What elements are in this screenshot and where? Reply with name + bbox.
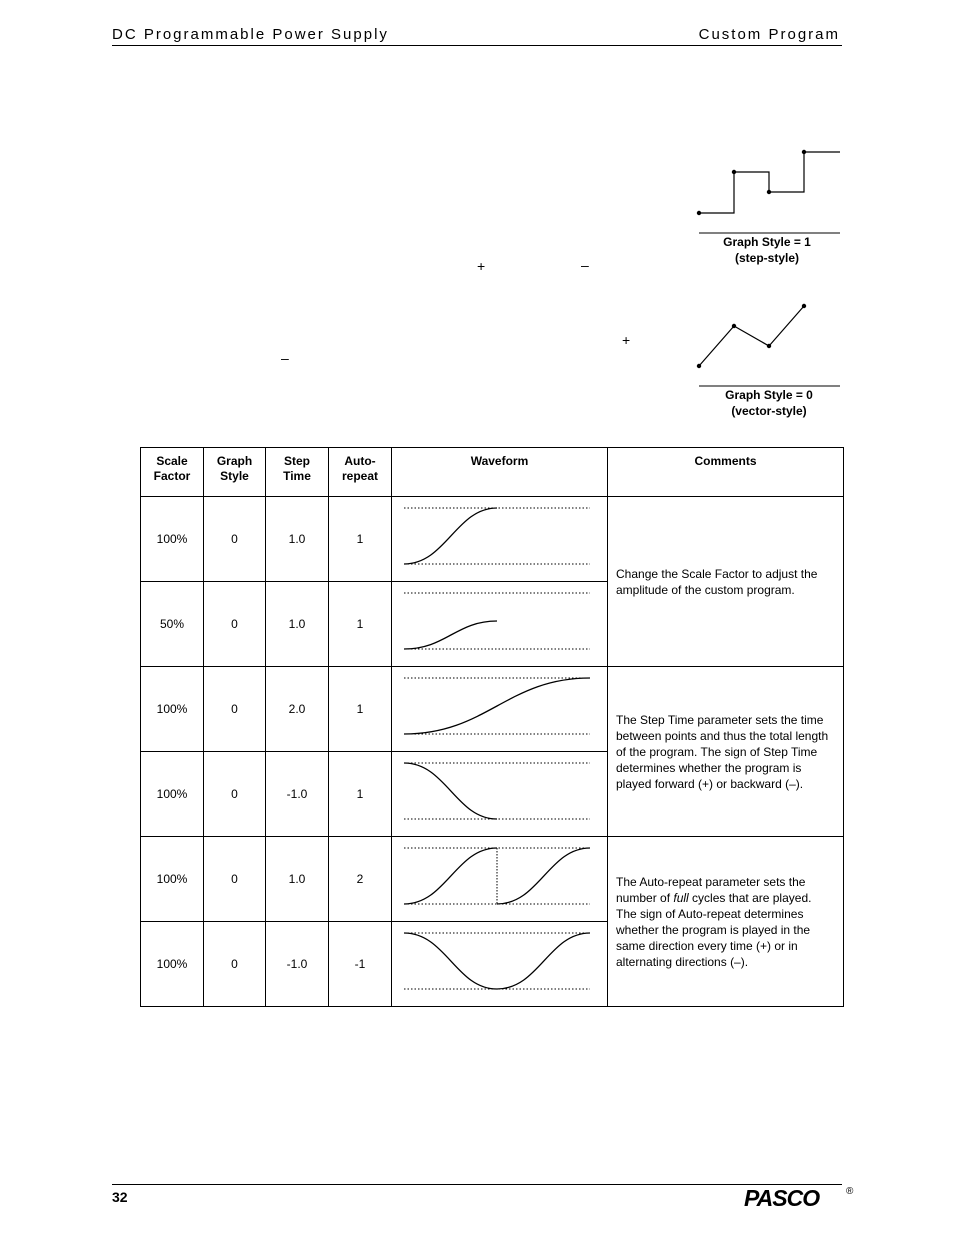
waveform-curve — [404, 763, 497, 819]
header-text: Factor — [153, 469, 191, 483]
waveform-curve — [404, 508, 497, 564]
scale-factor-comment: Change the Scale Factor to adjust the amplitude of the custom program. — [608, 497, 844, 667]
waveform-rise-repeat-plot — [392, 837, 607, 918]
footer-rule — [112, 1184, 842, 1185]
step-caption-line1: Graph Style = 1 — [723, 235, 811, 249]
waveform-cell — [392, 667, 608, 752]
waveform-curve — [404, 621, 497, 649]
plus-symbol: + — [477, 258, 486, 274]
waveform-rise-plot — [392, 497, 607, 578]
vector-point — [802, 304, 806, 308]
step-graph-line — [699, 152, 840, 213]
step-point — [802, 150, 806, 154]
header-text: Graph — [216, 454, 253, 468]
auto-repeat-cell: 2 — [329, 837, 392, 922]
waveform-cell — [392, 497, 608, 582]
table-header-row — [141, 448, 844, 497]
auto-repeat-cell: 1 — [329, 752, 392, 837]
registered-mark: ® — [846, 1186, 854, 1197]
auto-repeat-cell: -1 — [329, 922, 392, 1007]
pasco-logo — [742, 1186, 842, 1210]
step-time-cell: 1.0 — [266, 497, 329, 582]
header-text: repeat — [341, 469, 379, 483]
header-text: Step — [283, 454, 310, 468]
header-text: Time — [283, 469, 311, 483]
header-text: Style — [220, 469, 249, 483]
waveform-rise-half-plot — [392, 582, 607, 663]
table-row — [141, 667, 844, 752]
waveform-cell — [392, 837, 608, 922]
vector-caption-line2: (vector-style) — [731, 404, 807, 418]
col-header-auto-repeat — [329, 448, 392, 497]
step-point — [732, 170, 736, 174]
vector-point — [732, 324, 736, 328]
vector-point — [697, 364, 701, 368]
comment-italic-text: full — [673, 890, 689, 905]
waveform-curve — [404, 933, 590, 989]
step-time-comment: The Step Time parameter sets the time between points and thus the total length of the program. The sign of Step Time determines whether the program is played forward (+) or backward (–). — [608, 667, 844, 837]
col-header-comments: Comments — [608, 448, 844, 497]
step-time-cell: 1.0 — [266, 582, 329, 667]
auto-repeat-comment — [608, 837, 844, 1007]
waveform-cell — [392, 922, 608, 1007]
running-header-section: Custom Program — [698, 26, 840, 43]
running-header-title: DC Programmable Power Supply — [112, 26, 389, 43]
table-row — [141, 837, 844, 922]
table-row — [141, 497, 844, 582]
scale-factor-cell: 100% — [141, 497, 204, 582]
custom-program-table — [140, 447, 844, 1007]
waveform-curve — [497, 848, 590, 904]
waveform-fall-plot — [392, 752, 607, 833]
scale-factor-cell: 50% — [141, 582, 204, 667]
header-text: Auto- — [344, 454, 376, 468]
graph-style-cell: 0 — [204, 922, 266, 1007]
graph-style-cell: 0 — [204, 667, 266, 752]
step-style-caption — [697, 234, 837, 266]
waveform-rise-long-plot — [392, 667, 607, 748]
auto-repeat-cell: 1 — [329, 667, 392, 752]
graph-style-cell: 0 — [204, 752, 266, 837]
graph-style-cell: 0 — [204, 497, 266, 582]
waveform-curve — [404, 848, 497, 904]
pasco-logo-text: PASCO — [744, 1186, 820, 1210]
graph-style-cell: 0 — [204, 582, 266, 667]
header-rule — [112, 45, 842, 46]
step-time-cell: -1.0 — [266, 922, 329, 1007]
step-point — [767, 190, 771, 194]
comment-text: cycles that are played. The sign of Auto-repeat determines whether the program is played in the same direction every time (+) or in alternating directions (–). — [616, 890, 812, 969]
scale-factor-cell: 100% — [141, 837, 204, 922]
vector-graph-line — [699, 306, 804, 366]
col-header-scale-factor — [141, 448, 204, 497]
waveform-cell — [392, 752, 608, 837]
vector-caption-line1: Graph Style = 0 — [725, 388, 813, 402]
step-caption-line2: (step-style) — [734, 251, 799, 265]
graph-style-cell: 0 — [204, 837, 266, 922]
scale-factor-cell: 100% — [141, 752, 204, 837]
col-header-graph-style — [204, 448, 266, 497]
waveform-valley-plot — [392, 922, 607, 1003]
vector-point — [767, 344, 771, 348]
comment-text: The Auto-repeat parameter sets the number of — [616, 874, 806, 905]
auto-repeat-cell: 1 — [329, 582, 392, 667]
plus-symbol: + — [622, 332, 631, 348]
vector-style-diagram — [690, 298, 845, 390]
scale-factor-cell: 100% — [141, 667, 204, 752]
step-time-cell: 2.0 — [266, 667, 329, 752]
minus-symbol: – — [581, 257, 589, 273]
vector-style-caption — [699, 387, 839, 419]
col-header-step-time — [266, 448, 329, 497]
step-time-cell: -1.0 — [266, 752, 329, 837]
minus-symbol: – — [281, 350, 289, 366]
col-header-waveform: Waveform — [392, 448, 608, 497]
auto-repeat-cell: 1 — [329, 497, 392, 582]
step-time-cell: 1.0 — [266, 837, 329, 922]
page-number: 32 — [112, 1189, 128, 1205]
waveform-cell — [392, 582, 608, 667]
waveform-curve — [404, 678, 590, 734]
scale-factor-cell: 100% — [141, 922, 204, 1007]
step-style-diagram — [690, 145, 845, 240]
header-text: Scale — [156, 454, 188, 468]
step-point — [697, 211, 701, 215]
